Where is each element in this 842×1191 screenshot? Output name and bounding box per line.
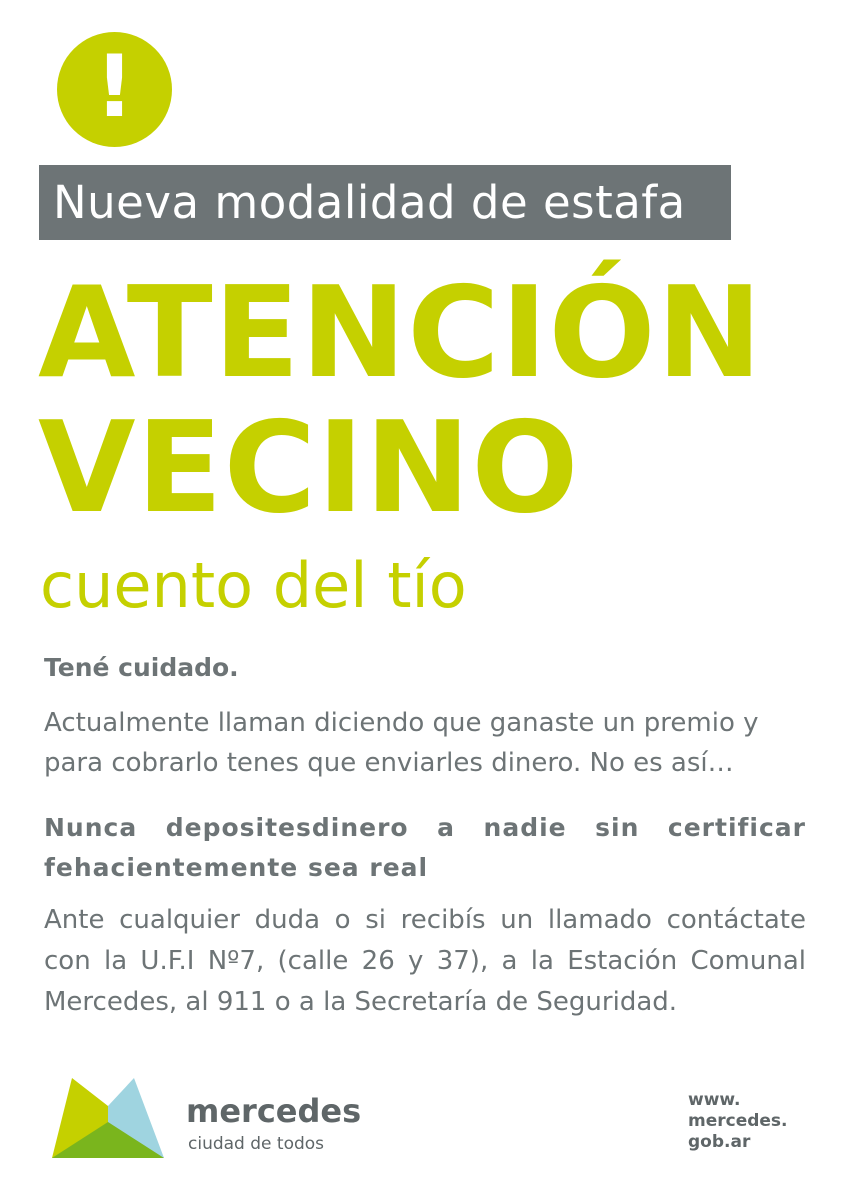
alert-circle <box>57 32 172 147</box>
headline-line-1: ATENCIÓN <box>38 259 764 406</box>
subtitle-text: Nueva modalidad de estafa <box>53 176 686 229</box>
web-line-3: gob.ar <box>688 1132 751 1152</box>
paragraph-2: Ante cualquier duda o si recibís un llamado contáctate con la U.F.I Nº7, (calle 26 y 37), a la Estación Comunal Mercedes, al 911 o a la Secretaría de Seguridad. <box>44 905 806 1017</box>
paragraph-1: Actualmente llaman diciendo que ganaste un premio y para cobrarlo tenes que enviarles dinero. No es así… <box>44 708 759 778</box>
warning-text: Nunca depositesdinero a nadie sin certificar fehacientemente sea real <box>44 813 806 882</box>
lead-text: Tené cuidado. <box>44 653 239 682</box>
tagline: cuento del tío <box>40 549 467 622</box>
brand-name: mercedes <box>186 1092 362 1130</box>
brand-tagline: ciudad de todos <box>188 1134 325 1154</box>
subtitle-banner <box>39 165 731 240</box>
web-line-1: www. <box>688 1090 741 1110</box>
exclamation-icon: ! <box>94 36 135 137</box>
web-line-2: mercedes. <box>688 1111 788 1131</box>
website-address[interactable] <box>688 1090 788 1153</box>
mercedes-logo-icon <box>52 1078 164 1158</box>
headline-line-2: VECINO <box>38 394 580 541</box>
